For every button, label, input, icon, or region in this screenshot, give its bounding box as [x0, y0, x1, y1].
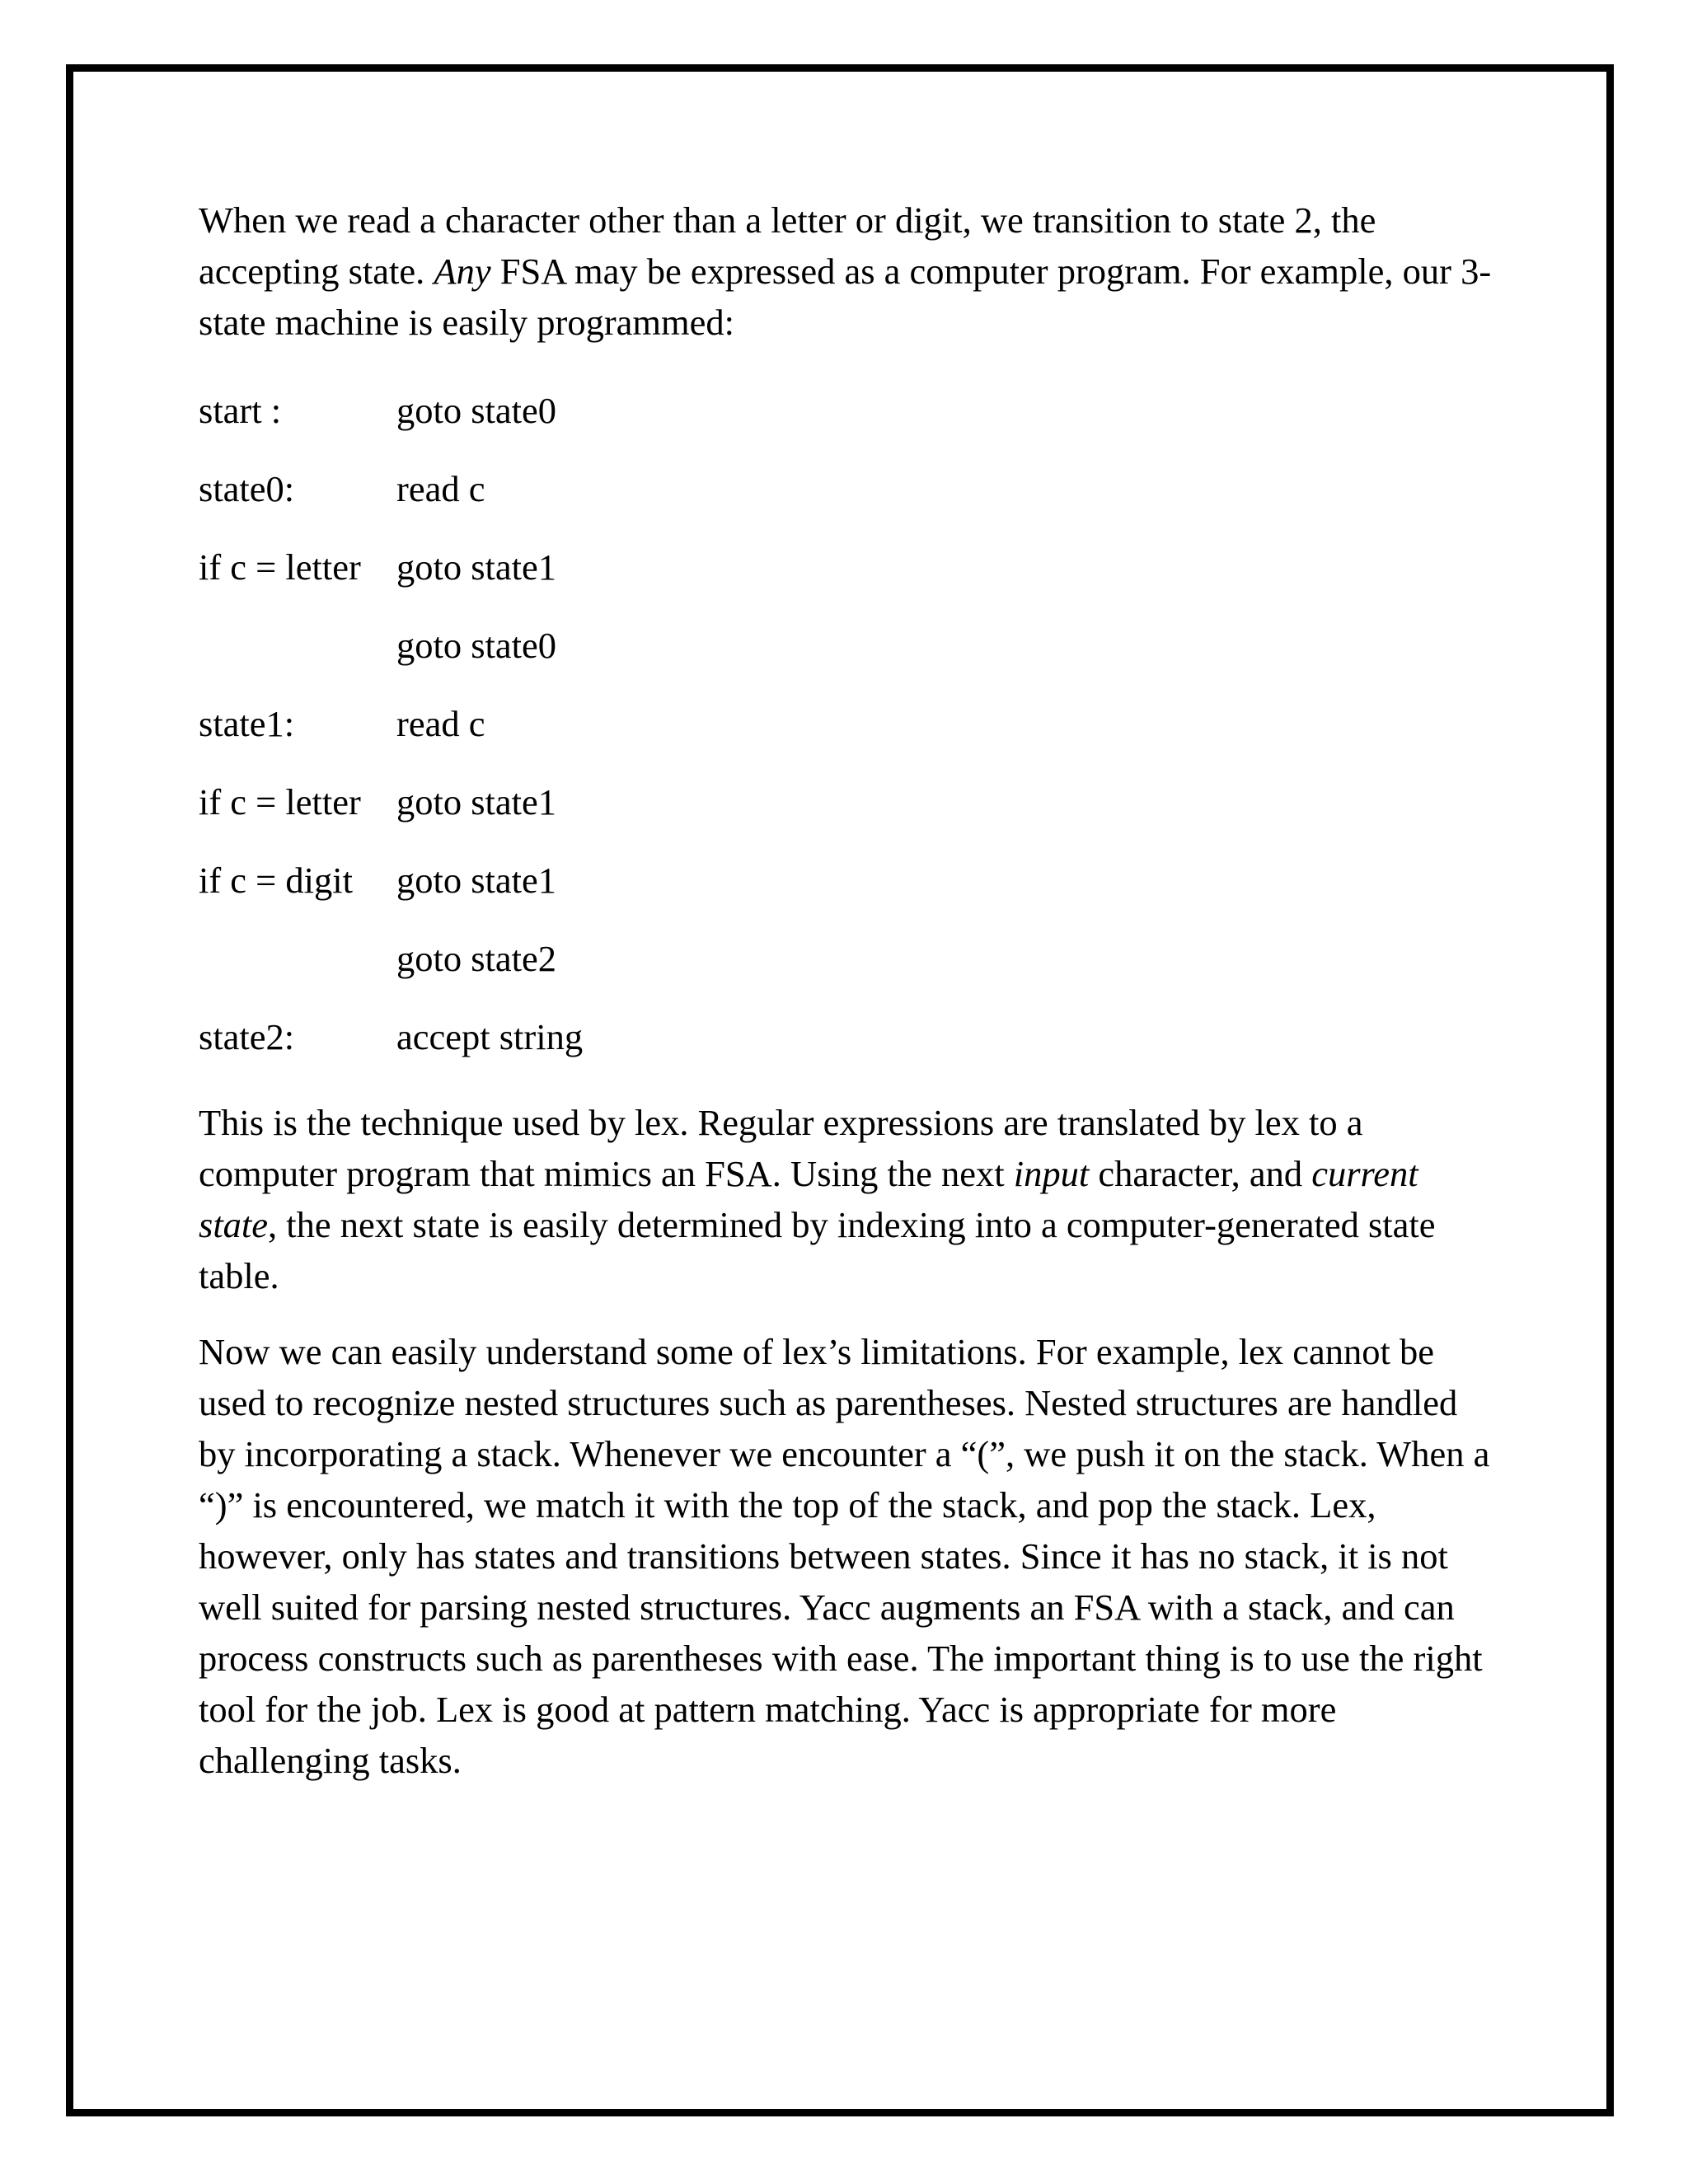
- para2-text-2: character, and: [1089, 1153, 1312, 1194]
- program-line: [199, 371, 1501, 449]
- document-body: [199, 194, 1501, 1786]
- intro-paragraph: [199, 194, 1501, 348]
- para2-emphasis-current-state: current state: [199, 1153, 1418, 1245]
- lex-technique-paragraph: [199, 1097, 1501, 1301]
- program-line-statement: goto state1: [396, 780, 557, 823]
- program-line: [199, 684, 1501, 762]
- program-line-statement: goto state0: [396, 624, 557, 666]
- program-line: [199, 762, 1501, 841]
- program-line-label: if c = letter: [199, 780, 361, 823]
- program-line-statement: accept string: [396, 1015, 584, 1057]
- intro-emphasis-any: Any: [434, 251, 491, 292]
- para2-emphasis-input: input: [1013, 1153, 1090, 1194]
- program-line-statement: goto state2: [396, 937, 557, 979]
- program-line-label: start :: [199, 389, 282, 431]
- program-line: [199, 919, 1501, 997]
- program-line: [199, 841, 1501, 919]
- intro-text-1: When we read a character other than a letter or digit, we transition to state 2, the accepting state.: [199, 199, 1376, 292]
- program-line-label: state1:: [199, 702, 295, 744]
- program-line: [199, 527, 1501, 606]
- program-line-statement: read c: [396, 467, 485, 509]
- program-line-statement: read c: [396, 702, 485, 744]
- program-line-label: state2:: [199, 1015, 295, 1057]
- para2-text-3: , the next state is easily determined by indexing into a computer-generated state table.: [199, 1204, 1436, 1296]
- program-line: [199, 997, 1501, 1076]
- program-line-statement: goto state0: [396, 389, 557, 431]
- program-listing: [199, 371, 1501, 1076]
- program-line-statement: goto state1: [396, 859, 557, 901]
- program-line-label: if c = letter: [199, 546, 361, 588]
- intro-text-2: FSA may be expressed as a computer program. For example, our 3-state machine is easily programmed:: [199, 251, 1492, 343]
- program-line-label: if c = digit: [199, 859, 353, 901]
- program-line-statement: goto state1: [396, 546, 557, 588]
- para2-text-1: This is the technique used by lex. Regular expressions are translated by lex to a computer program that mimics an FSA. Using the next: [199, 1102, 1363, 1194]
- program-line: [199, 606, 1501, 684]
- program-line: [199, 449, 1501, 527]
- program-line-label: state0:: [199, 467, 295, 509]
- lex-limitations-paragraph: Now we can easily understand some of lex’s limitations. For example, lex cannot be used to recognize nested structures such as parentheses. Nested structures are handled by incorporating a stack. Whenever we encounter a “(”, we push it on the stack. When a “)” is encountered, we match it with the top of the stack, and pop the stack. Lex, however, only has states and transitions between states. Since it has no stack, it is not well suited for parsing nested structures. Yacc augments an FSA with a stack, and can process constructs such as parentheses with ease. The important thing is to use the right tool for the job. Lex is good at pattern matching. Yacc is appropriate for more challenging tasks.: [199, 1331, 1490, 1781]
